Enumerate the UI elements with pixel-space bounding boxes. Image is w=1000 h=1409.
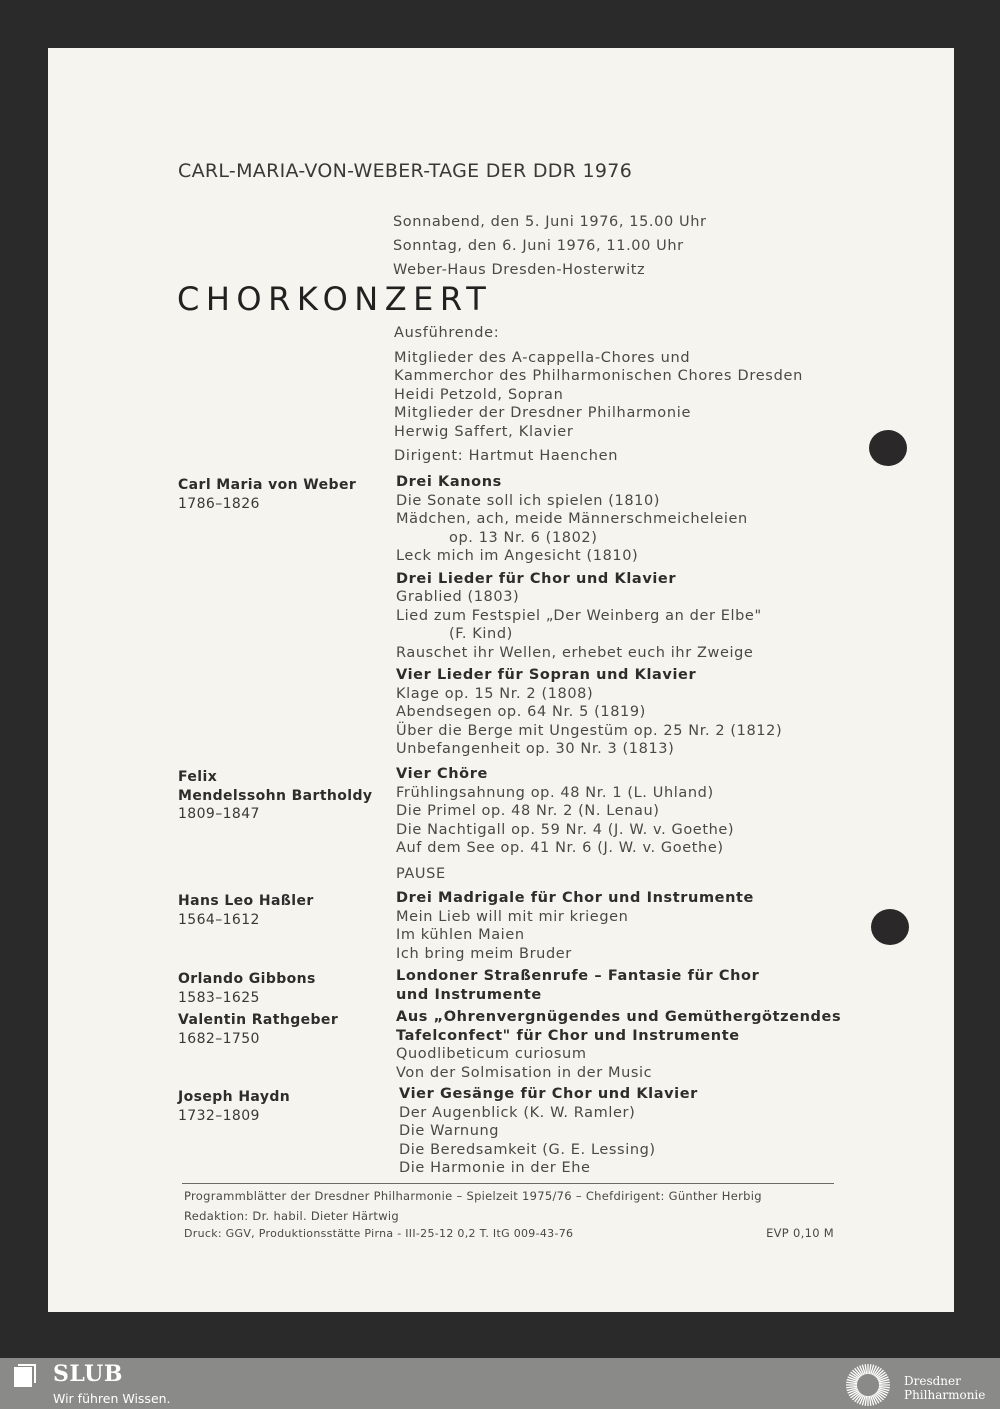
composer-block bbox=[178, 768, 372, 824]
sunburst-ray bbox=[846, 1386, 857, 1387]
punch-hole bbox=[871, 909, 909, 945]
composer-block bbox=[178, 476, 356, 513]
festival-title: CARL-MARIA-VON-WEBER-TAGE DER DDR 1976 bbox=[178, 160, 633, 182]
intermission: PAUSE bbox=[396, 865, 446, 882]
composer-block bbox=[178, 892, 314, 929]
philharmonie-logo[interactable] bbox=[904, 1374, 985, 1402]
slub-book-icon bbox=[14, 1363, 40, 1387]
piece: Lied zum Festspiel „Der Weinberg an der Elbe" bbox=[396, 607, 762, 624]
piece: Die Nachtigall op. 59 Nr. 4 (J. W. v. Goethe) bbox=[396, 821, 735, 838]
piece: Abendsegen op. 64 Nr. 5 (1819) bbox=[396, 704, 646, 720]
piece: Die Warnung bbox=[399, 1123, 500, 1139]
performer-line: Mitglieder der Dresdner Philharmonie bbox=[394, 405, 692, 421]
composer-name: Joseph Haydn bbox=[178, 1089, 291, 1105]
piece: Frühlingsahnung op. 48 Nr. 1 (L. Uhland) bbox=[396, 784, 714, 801]
piece: Im kühlen Maien bbox=[396, 927, 525, 943]
composer-name: Felix bbox=[178, 769, 218, 785]
work-title: Londoner Straßenrufe – Fantasie für Chor bbox=[396, 968, 760, 984]
performer-line: Heidi Petzold, Sopran bbox=[394, 386, 564, 403]
piece: Rauschet ihr Wellen, erhebet euch ihr Zweige bbox=[396, 644, 754, 661]
piece: Der Augenblick (K. W. Ramler) bbox=[399, 1104, 636, 1121]
piece: Leck mich im Angesicht (1810) bbox=[396, 548, 639, 564]
date-line: Sonnabend, den 5. Juni 1976, 15.00 Uhr bbox=[393, 214, 707, 230]
work-title: Drei Lieder für Chor und Klavier bbox=[396, 570, 677, 587]
composer-years: 1809–1847 bbox=[178, 806, 260, 822]
piece: Mädchen, ach, meide Männerschmeicheleien bbox=[396, 511, 748, 527]
composer-block bbox=[178, 970, 316, 1007]
composer-years: 1682–1750 bbox=[178, 1030, 260, 1047]
composer-block bbox=[178, 1011, 338, 1048]
work-title: Vier Lieder für Sopran und Klavier bbox=[396, 667, 697, 683]
price: EVP 0,10 M bbox=[766, 1226, 834, 1240]
piece: Klage op. 15 Nr. 2 (1808) bbox=[396, 685, 594, 702]
sunburst-ray bbox=[869, 1396, 870, 1406]
sunburst-ray bbox=[879, 1386, 890, 1387]
imprint-line: Redaktion: Dr. habil. Dieter Härtwig bbox=[184, 1209, 400, 1223]
sunburst-ray bbox=[846, 1382, 857, 1383]
imprint-line: Druck: GGV, Produktionsstätte Pirna - III-25-12 0,2 T. ItG 009-43-76 bbox=[184, 1227, 574, 1240]
composer-name: Mendelssohn Bartholdy bbox=[178, 787, 373, 804]
composer-years: 1583–1625 bbox=[178, 989, 260, 1006]
conductor-line: Dirigent: Hartmut Haenchen bbox=[394, 448, 619, 464]
sunburst-ray bbox=[865, 1396, 866, 1406]
date-venue-block bbox=[393, 210, 707, 282]
work-title: Drei Madrigale für Chor und Instrumente bbox=[396, 890, 754, 906]
performer-line: Kammerchor des Philharmonischen Chores Dresden bbox=[394, 368, 803, 384]
works-block bbox=[396, 967, 759, 1004]
piece-continued: (F. Kind) bbox=[449, 626, 513, 642]
composer-name: Orlando Gibbons bbox=[178, 971, 316, 987]
philharmonie-sunburst-icon[interactable] bbox=[840, 1358, 896, 1408]
piece: Die Sonate soll ich spielen (1810) bbox=[396, 492, 661, 509]
slub-logo[interactable]: SLUB bbox=[53, 1361, 123, 1387]
piece-continued: op. 13 Nr. 6 (1802) bbox=[449, 529, 598, 546]
works-block bbox=[399, 1085, 698, 1178]
composer-name: Valentin Rathgeber bbox=[178, 1012, 339, 1028]
philharmonie-name-line: Dresdner bbox=[904, 1374, 961, 1388]
composer-years: 1786–1826 bbox=[178, 495, 260, 512]
piece: Die Beredsamkeit (G. E. Lessing) bbox=[399, 1141, 656, 1158]
works-block bbox=[396, 473, 782, 759]
work-title: und Instrumente bbox=[396, 986, 542, 1003]
composer-years: 1732–1809 bbox=[178, 1107, 260, 1124]
work-title: Vier Chöre bbox=[396, 766, 488, 782]
performers-block bbox=[394, 324, 803, 466]
sunburst-ray bbox=[865, 1364, 866, 1374]
concert-title: CHORKONZERT bbox=[177, 280, 493, 318]
sunburst-ray bbox=[869, 1364, 870, 1374]
piece: Unbefangenheit op. 30 Nr. 3 (1813) bbox=[396, 741, 675, 757]
piece: Von der Solmisation in der Music bbox=[396, 1064, 653, 1081]
punch-hole bbox=[869, 430, 907, 466]
philharmonie-name-line: Philharmonie bbox=[904, 1388, 986, 1402]
work-title: Vier Gesänge für Chor und Klavier bbox=[399, 1086, 698, 1102]
venue-line: Weber-Haus Dresden-Hosterwitz bbox=[393, 262, 646, 278]
imprint-divider bbox=[182, 1183, 834, 1184]
piece: Über die Berge mit Ungestüm op. 25 Nr. 2 (1812) bbox=[396, 722, 783, 739]
imprint-line: Programmblätter der Dresdner Philharmonie – Spielzeit 1975/76 – Chefdirigent: Günther Herbig bbox=[184, 1189, 762, 1203]
performer-line: Herwig Saffert, Klavier bbox=[394, 423, 574, 440]
piece: Quodlibeticum curiosum bbox=[396, 1046, 587, 1062]
works-block bbox=[396, 889, 754, 963]
composer-years: 1564–1612 bbox=[178, 911, 260, 928]
works-block bbox=[396, 765, 734, 883]
performers-heading: Ausführende: bbox=[394, 325, 500, 341]
sunburst-ray bbox=[879, 1382, 890, 1383]
composer-name: Hans Leo Haßler bbox=[178, 893, 314, 909]
work-title: Aus „Ohrenvergnügendes und Gemüthergötzendes bbox=[396, 1009, 842, 1025]
composer-name: Carl Maria von Weber bbox=[178, 477, 357, 493]
piece: Auf dem See op. 41 Nr. 6 (J. W. v. Goethe) bbox=[396, 840, 724, 856]
piece: Die Harmonie in der Ehe bbox=[399, 1160, 591, 1176]
date-line: Sonntag, den 6. Juni 1976, 11.00 Uhr bbox=[393, 238, 684, 254]
performer-line: Mitglieder des A-cappella-Chores und bbox=[394, 349, 691, 366]
work-title: Drei Kanons bbox=[396, 474, 502, 490]
work-title: Tafelconfect" für Chor und Instrumente bbox=[396, 1027, 740, 1044]
works-block bbox=[396, 1008, 841, 1082]
piece: Ich bring meim Bruder bbox=[396, 945, 572, 962]
slub-tagline: Wir führen Wissen. bbox=[53, 1391, 171, 1406]
composer-block bbox=[178, 1088, 290, 1125]
piece: Grablied (1803) bbox=[396, 589, 520, 605]
piece: Die Primel op. 48 Nr. 2 (N. Lenau) bbox=[396, 803, 660, 819]
piece: Mein Lieb will mit mir kriegen bbox=[396, 908, 629, 925]
